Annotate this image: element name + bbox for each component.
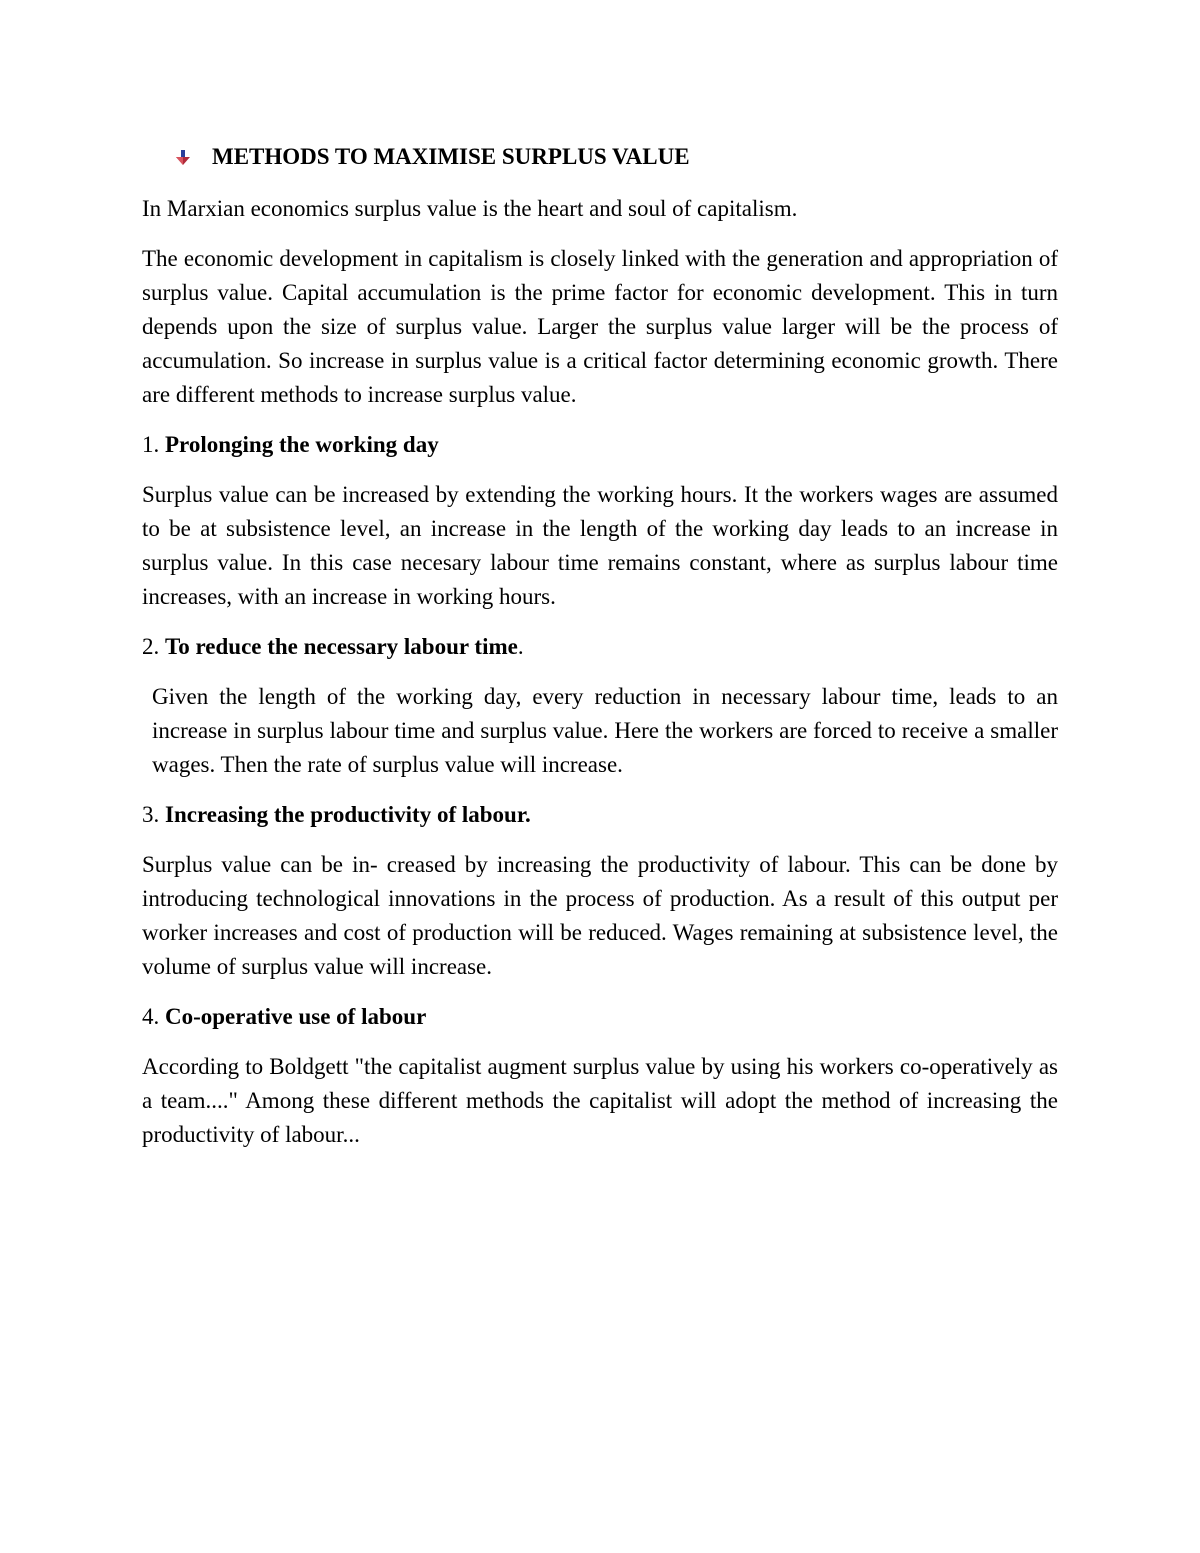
section-3-title bbox=[142, 798, 1058, 832]
paragraph-1: The economic development in capitalism is closely linked with the generation and appropriation of surplus value. Capital accumulation is the prime factor for economic development. This in turn depends upon the size of surplus value. Larger the surplus value larger will be the process of accumulation. So increase in surplus value is a critical factor determining economic growth. There are different methods to increase surplus value. bbox=[142, 246, 1058, 407]
section-title-trailing: . bbox=[517, 634, 524, 659]
section-number: 2. bbox=[142, 634, 160, 659]
document-heading bbox=[142, 140, 1058, 174]
section-title-text: Prolonging the working day bbox=[165, 432, 439, 457]
section-number: 1. bbox=[142, 432, 160, 457]
section-4-title bbox=[142, 1000, 1058, 1034]
section-3-body: Surplus value can be in- creased by increasing the productivity of labour. This can be done by introducing technological innovations in the process of production. As a result of this output per worker increases and cost of production will be reduced. Wages remaining at subsistence level, the volume of surplus value will increase. bbox=[142, 852, 1058, 979]
section-4-body: According to Boldgett "the capitalist augment surplus value by using his workers co-operatively as a team...." Among these different methods the capitalist will adopt the method of increasing the productivity of labour... bbox=[142, 1054, 1058, 1147]
section-number: 3. bbox=[142, 802, 160, 827]
section-title-text: Increasing the productivity of labour. bbox=[165, 802, 531, 827]
document-page bbox=[142, 140, 1058, 1168]
section-2-title bbox=[142, 630, 1058, 664]
intro-paragraph: In Marxian economics surplus value is the heart and soul of capitalism. bbox=[142, 196, 798, 221]
section-2-body: Given the length of the working day, every reduction in necessary labour time, leads to an increase in surplus labour time and surplus value. Here the workers are forced to receive a smaller wages. Then the rate of surplus value will increase. bbox=[152, 684, 1058, 777]
down-arrow-icon bbox=[176, 150, 190, 166]
heading-text: METHODS TO MAXIMISE SURPLUS VALUE bbox=[212, 144, 690, 169]
section-number: 4. bbox=[142, 1004, 160, 1029]
section-1-body: Surplus value can be increased by extending the working hours. It the workers wages are assumed to be at subsistence level, an increase in the length of the working day leads to an increase in surplus value. In this case necesary labour time remains constant, where as surplus labour time increases, with an increase in working hours. bbox=[142, 482, 1058, 609]
section-title-text: To reduce the necessary labour time bbox=[165, 634, 518, 659]
section-1-title bbox=[142, 428, 1058, 462]
section-title-text: Co-operative use of labour bbox=[165, 1004, 427, 1029]
